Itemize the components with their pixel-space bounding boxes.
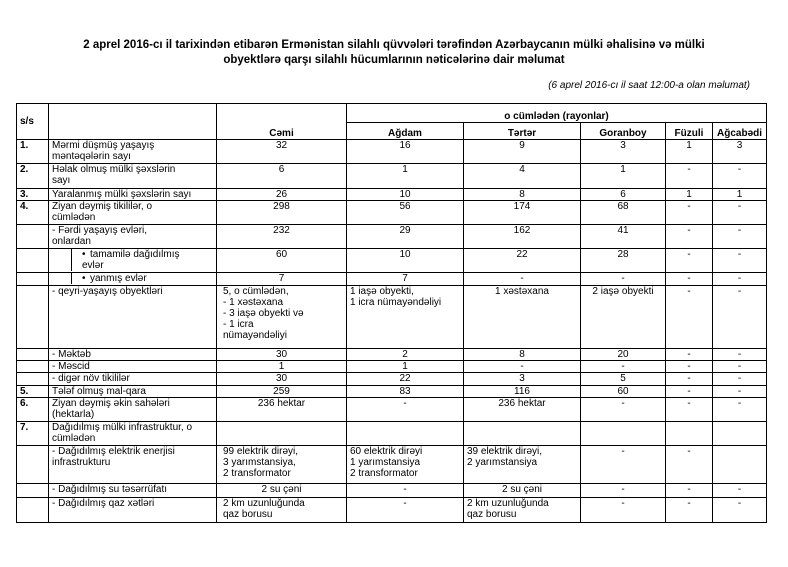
cell-terter: 2 km uzunluğunda qaz borusu xyxy=(464,498,581,523)
table-row xyxy=(17,189,767,201)
table-body xyxy=(17,140,767,523)
cell-goranboy: - xyxy=(581,446,666,484)
header-district-terter: Tərtər xyxy=(464,123,581,140)
row-label-cell xyxy=(49,273,217,286)
cell-fuzuli: 1 xyxy=(666,140,713,164)
cell-cemi xyxy=(217,422,347,446)
row-label: - Dağıdılmış elektrik enerjisi infrastrukturu xyxy=(49,446,217,484)
row-number xyxy=(17,361,49,373)
cell-terter: 2 su çəni xyxy=(464,484,581,498)
cell-agdam: 1 xyxy=(347,164,464,189)
cell-terter: 4 xyxy=(464,164,581,189)
cell-cemi: 2 su çəni xyxy=(217,484,347,498)
row-number xyxy=(17,286,49,349)
cell-terter: 8 xyxy=(464,349,581,361)
title-line-2: obyektlərə qarşı silahlı hücumlarının nəticələrinə dair məlumat xyxy=(223,54,565,66)
header-districts-group: o cümlədən (rayonlar) xyxy=(347,104,767,123)
row-number: 4. xyxy=(17,201,49,225)
bullet-icon: • xyxy=(82,273,86,284)
row-number: 3. xyxy=(17,189,49,201)
cell-fuzuli: - xyxy=(666,286,713,349)
table-row xyxy=(17,349,767,361)
cell-agcabedi: - xyxy=(713,386,767,398)
cell-cemi: 99 elektrik dirəyi, 3 yarımstansiya, 2 transformator xyxy=(217,446,347,484)
row-label: Yaralanmış mülki şəxslərin sayı xyxy=(49,189,217,201)
cell-agcabedi: - xyxy=(713,225,767,249)
cell-agdam: 83 xyxy=(347,386,464,398)
cell-agdam: 29 xyxy=(347,225,464,249)
bullet-icon: • xyxy=(82,249,86,260)
row-number xyxy=(17,225,49,249)
row-number xyxy=(17,484,49,498)
header-district-agcabedi: Ağcabədi xyxy=(713,123,767,140)
title-line-1: 2 aprel 2016-cı il tarixindən etibarən Ermənistan silahlı qüvvələri tərəfindən Azərbaycanın mülki əhalisinə və mülki xyxy=(83,39,705,51)
cell-terter: 22 xyxy=(464,249,581,273)
cell-terter: 3 xyxy=(464,373,581,386)
cell-cemi: 259 xyxy=(217,386,347,398)
cell-agdam: 22 xyxy=(347,373,464,386)
row-label: Həlak olmuş mülki şəxslərin sayı xyxy=(49,164,217,189)
cell-cemi: 26 xyxy=(217,189,347,201)
table-row xyxy=(17,484,767,498)
cell-goranboy: 3 xyxy=(581,140,666,164)
cell-goranboy: 68 xyxy=(581,201,666,225)
cell-agcabedi: - xyxy=(713,484,767,498)
cell-agcabedi: - xyxy=(713,398,767,422)
row-label-cell xyxy=(49,249,217,273)
cell-goranboy: - xyxy=(581,484,666,498)
row-label: - Fərdi yaşayış evləri, onlardan xyxy=(49,225,217,249)
cell-fuzuli: - xyxy=(666,484,713,498)
header-district-agdam: Ağdam xyxy=(347,123,464,140)
cell-terter: 1 xəstəxana xyxy=(464,286,581,349)
row-label: Ziyan dəymiş tikililər, o cümlədən xyxy=(49,201,217,225)
cell-agdam: 56 xyxy=(347,201,464,225)
row-number: 5. xyxy=(17,386,49,398)
header-district-goranboy: Goranboy xyxy=(581,123,666,140)
cell-fuzuli: - xyxy=(666,361,713,373)
cell-terter: 236 hektar xyxy=(464,398,581,422)
row-label: - Dağıdılmış qaz xətləri xyxy=(49,498,217,523)
cell-goranboy: 1 xyxy=(581,164,666,189)
document-title xyxy=(40,38,748,68)
cell-goranboy: 20 xyxy=(581,349,666,361)
cell-agdam xyxy=(347,422,464,446)
row-number: 7. xyxy=(17,422,49,446)
cell-goranboy: 41 xyxy=(581,225,666,249)
cell-cemi: 236 hektar xyxy=(217,398,347,422)
cell-fuzuli: - xyxy=(666,273,713,286)
row-number xyxy=(17,349,49,361)
cell-goranboy: 5 xyxy=(581,373,666,386)
cell-agcabedi: - xyxy=(713,273,767,286)
row-label: - Məktəb xyxy=(49,349,217,361)
row-number: 6. xyxy=(17,398,49,422)
table-row xyxy=(17,140,767,164)
cell-goranboy: 28 xyxy=(581,249,666,273)
cell-agdam: 10 xyxy=(347,249,464,273)
cell-agdam: - xyxy=(347,498,464,523)
cell-cemi: 30 xyxy=(217,373,347,386)
table-row xyxy=(17,498,767,523)
cell-goranboy: - xyxy=(581,398,666,422)
indent-spacer xyxy=(49,249,72,271)
cell-fuzuli: - xyxy=(666,498,713,523)
cell-fuzuli: - xyxy=(666,249,713,273)
header-cemi: Cəmi xyxy=(217,104,347,140)
header-district-fuzuli: Füzuli xyxy=(666,123,713,140)
table-row xyxy=(17,286,767,349)
row-label: Tələf olmuş mal-qara xyxy=(49,386,217,398)
cell-terter: 9 xyxy=(464,140,581,164)
cell-agdam: - xyxy=(347,484,464,498)
cell-fuzuli: - xyxy=(666,201,713,225)
cell-cemi: 6 xyxy=(217,164,347,189)
row-label: - qeyri-yaşayış obyektləri xyxy=(49,286,217,349)
cell-cemi: 5, o cümlədən, - 1 xəstəxana - 3 iaşə obyekti və - 1 icra nümayəndəliyi xyxy=(217,286,347,349)
table-row xyxy=(17,422,767,446)
cell-agdam: 10 xyxy=(347,189,464,201)
cell-cemi: 7 xyxy=(217,273,347,286)
table-row xyxy=(17,446,767,484)
table-row xyxy=(17,373,767,386)
table-row xyxy=(17,386,767,398)
cell-agdam: - xyxy=(347,398,464,422)
cell-goranboy: 60 xyxy=(581,386,666,398)
cell-terter: 116 xyxy=(464,386,581,398)
table-row xyxy=(17,201,767,225)
cell-agdam: 1 xyxy=(347,361,464,373)
cell-agcabedi: 1 xyxy=(713,189,767,201)
row-number xyxy=(17,373,49,386)
cell-cemi: 232 xyxy=(217,225,347,249)
table-row xyxy=(17,361,767,373)
row-number: 1. xyxy=(17,140,49,164)
cell-agcabedi: - xyxy=(713,349,767,361)
cell-terter: 174 xyxy=(464,201,581,225)
header-label-blank xyxy=(49,104,217,140)
row-label: - Dağıdılmış su təsərrüfatı xyxy=(49,484,217,498)
cell-cemi: 30 xyxy=(217,349,347,361)
cell-agdam: 60 elektrik dirəyi 1 yarımstansiya 2 transformator xyxy=(347,446,464,484)
cell-agcabedi: 3 xyxy=(713,140,767,164)
cell-terter: 39 elektrik dirəyi, 2 yarımstansiya xyxy=(464,446,581,484)
cell-fuzuli: - xyxy=(666,446,713,484)
indent-spacer xyxy=(49,273,72,284)
row-label: Ziyan dəymiş əkin sahələri (hektarla) xyxy=(49,398,217,422)
header-ss: s/s xyxy=(17,104,49,140)
cell-fuzuli: - xyxy=(666,373,713,386)
cell-goranboy: 6 xyxy=(581,189,666,201)
cell-cemi: 298 xyxy=(217,201,347,225)
cell-fuzuli: - xyxy=(666,386,713,398)
report-date-note: (6 aprel 2016-cı il saat 12:00-a olan məlumat) xyxy=(548,80,750,91)
row-number-cell xyxy=(17,249,49,273)
cell-terter: 8 xyxy=(464,189,581,201)
cell-agcabedi xyxy=(713,446,767,484)
row-number: 2. xyxy=(17,164,49,189)
cell-terter xyxy=(464,422,581,446)
cell-cemi: 1 xyxy=(217,361,347,373)
cell-agdam: 7 xyxy=(347,273,464,286)
cell-cemi: 2 km uzunluğunda qaz borusu xyxy=(217,498,347,523)
cell-agcabedi: - xyxy=(713,498,767,523)
row-label: • yanmış evlər xyxy=(82,273,147,284)
row-label: - digər növ tikililər xyxy=(49,373,217,386)
cell-agdam: 1 iaşə obyekti, 1 icra nümayəndəliyi xyxy=(347,286,464,349)
cell-goranboy: - xyxy=(581,273,666,286)
row-number-cell xyxy=(17,273,49,286)
cell-terter: - xyxy=(464,273,581,286)
cell-terter: - xyxy=(464,361,581,373)
table-row xyxy=(17,225,767,249)
table-row xyxy=(17,273,767,286)
cell-agcabedi: - xyxy=(713,201,767,225)
row-label: • tamamilə dağıdılmış evlər xyxy=(82,249,180,271)
row-label: - Məscid xyxy=(49,361,217,373)
cell-fuzuli xyxy=(666,422,713,446)
cell-goranboy: - xyxy=(581,361,666,373)
row-label: Dağıdılmış mülki infrastruktur, o cümlədən xyxy=(49,422,217,446)
cell-fuzuli: - xyxy=(666,349,713,361)
table-row xyxy=(17,398,767,422)
row-number xyxy=(17,446,49,484)
cell-agcabedi: - xyxy=(713,361,767,373)
cell-agcabedi xyxy=(713,422,767,446)
cell-terter: 162 xyxy=(464,225,581,249)
cell-agcabedi: - xyxy=(713,249,767,273)
cell-agdam: 16 xyxy=(347,140,464,164)
cell-cemi: 60 xyxy=(217,249,347,273)
damage-table xyxy=(16,103,767,523)
cell-goranboy: - xyxy=(581,498,666,523)
cell-goranboy xyxy=(581,422,666,446)
cell-fuzuli: - xyxy=(666,398,713,422)
cell-cemi: 32 xyxy=(217,140,347,164)
cell-fuzuli: - xyxy=(666,225,713,249)
table-row xyxy=(17,249,767,273)
table-row xyxy=(17,164,767,189)
row-number xyxy=(17,498,49,523)
cell-agdam: 2 xyxy=(347,349,464,361)
cell-agcabedi: - xyxy=(713,286,767,349)
cell-agcabedi: - xyxy=(713,164,767,189)
row-label: Mərmi düşmüş yaşayış məntəqələrin sayı xyxy=(49,140,217,164)
cell-fuzuli: - xyxy=(666,164,713,189)
cell-goranboy: 2 iaşə obyekti xyxy=(581,286,666,349)
cell-agcabedi: - xyxy=(713,373,767,386)
cell-fuzuli: 1 xyxy=(666,189,713,201)
